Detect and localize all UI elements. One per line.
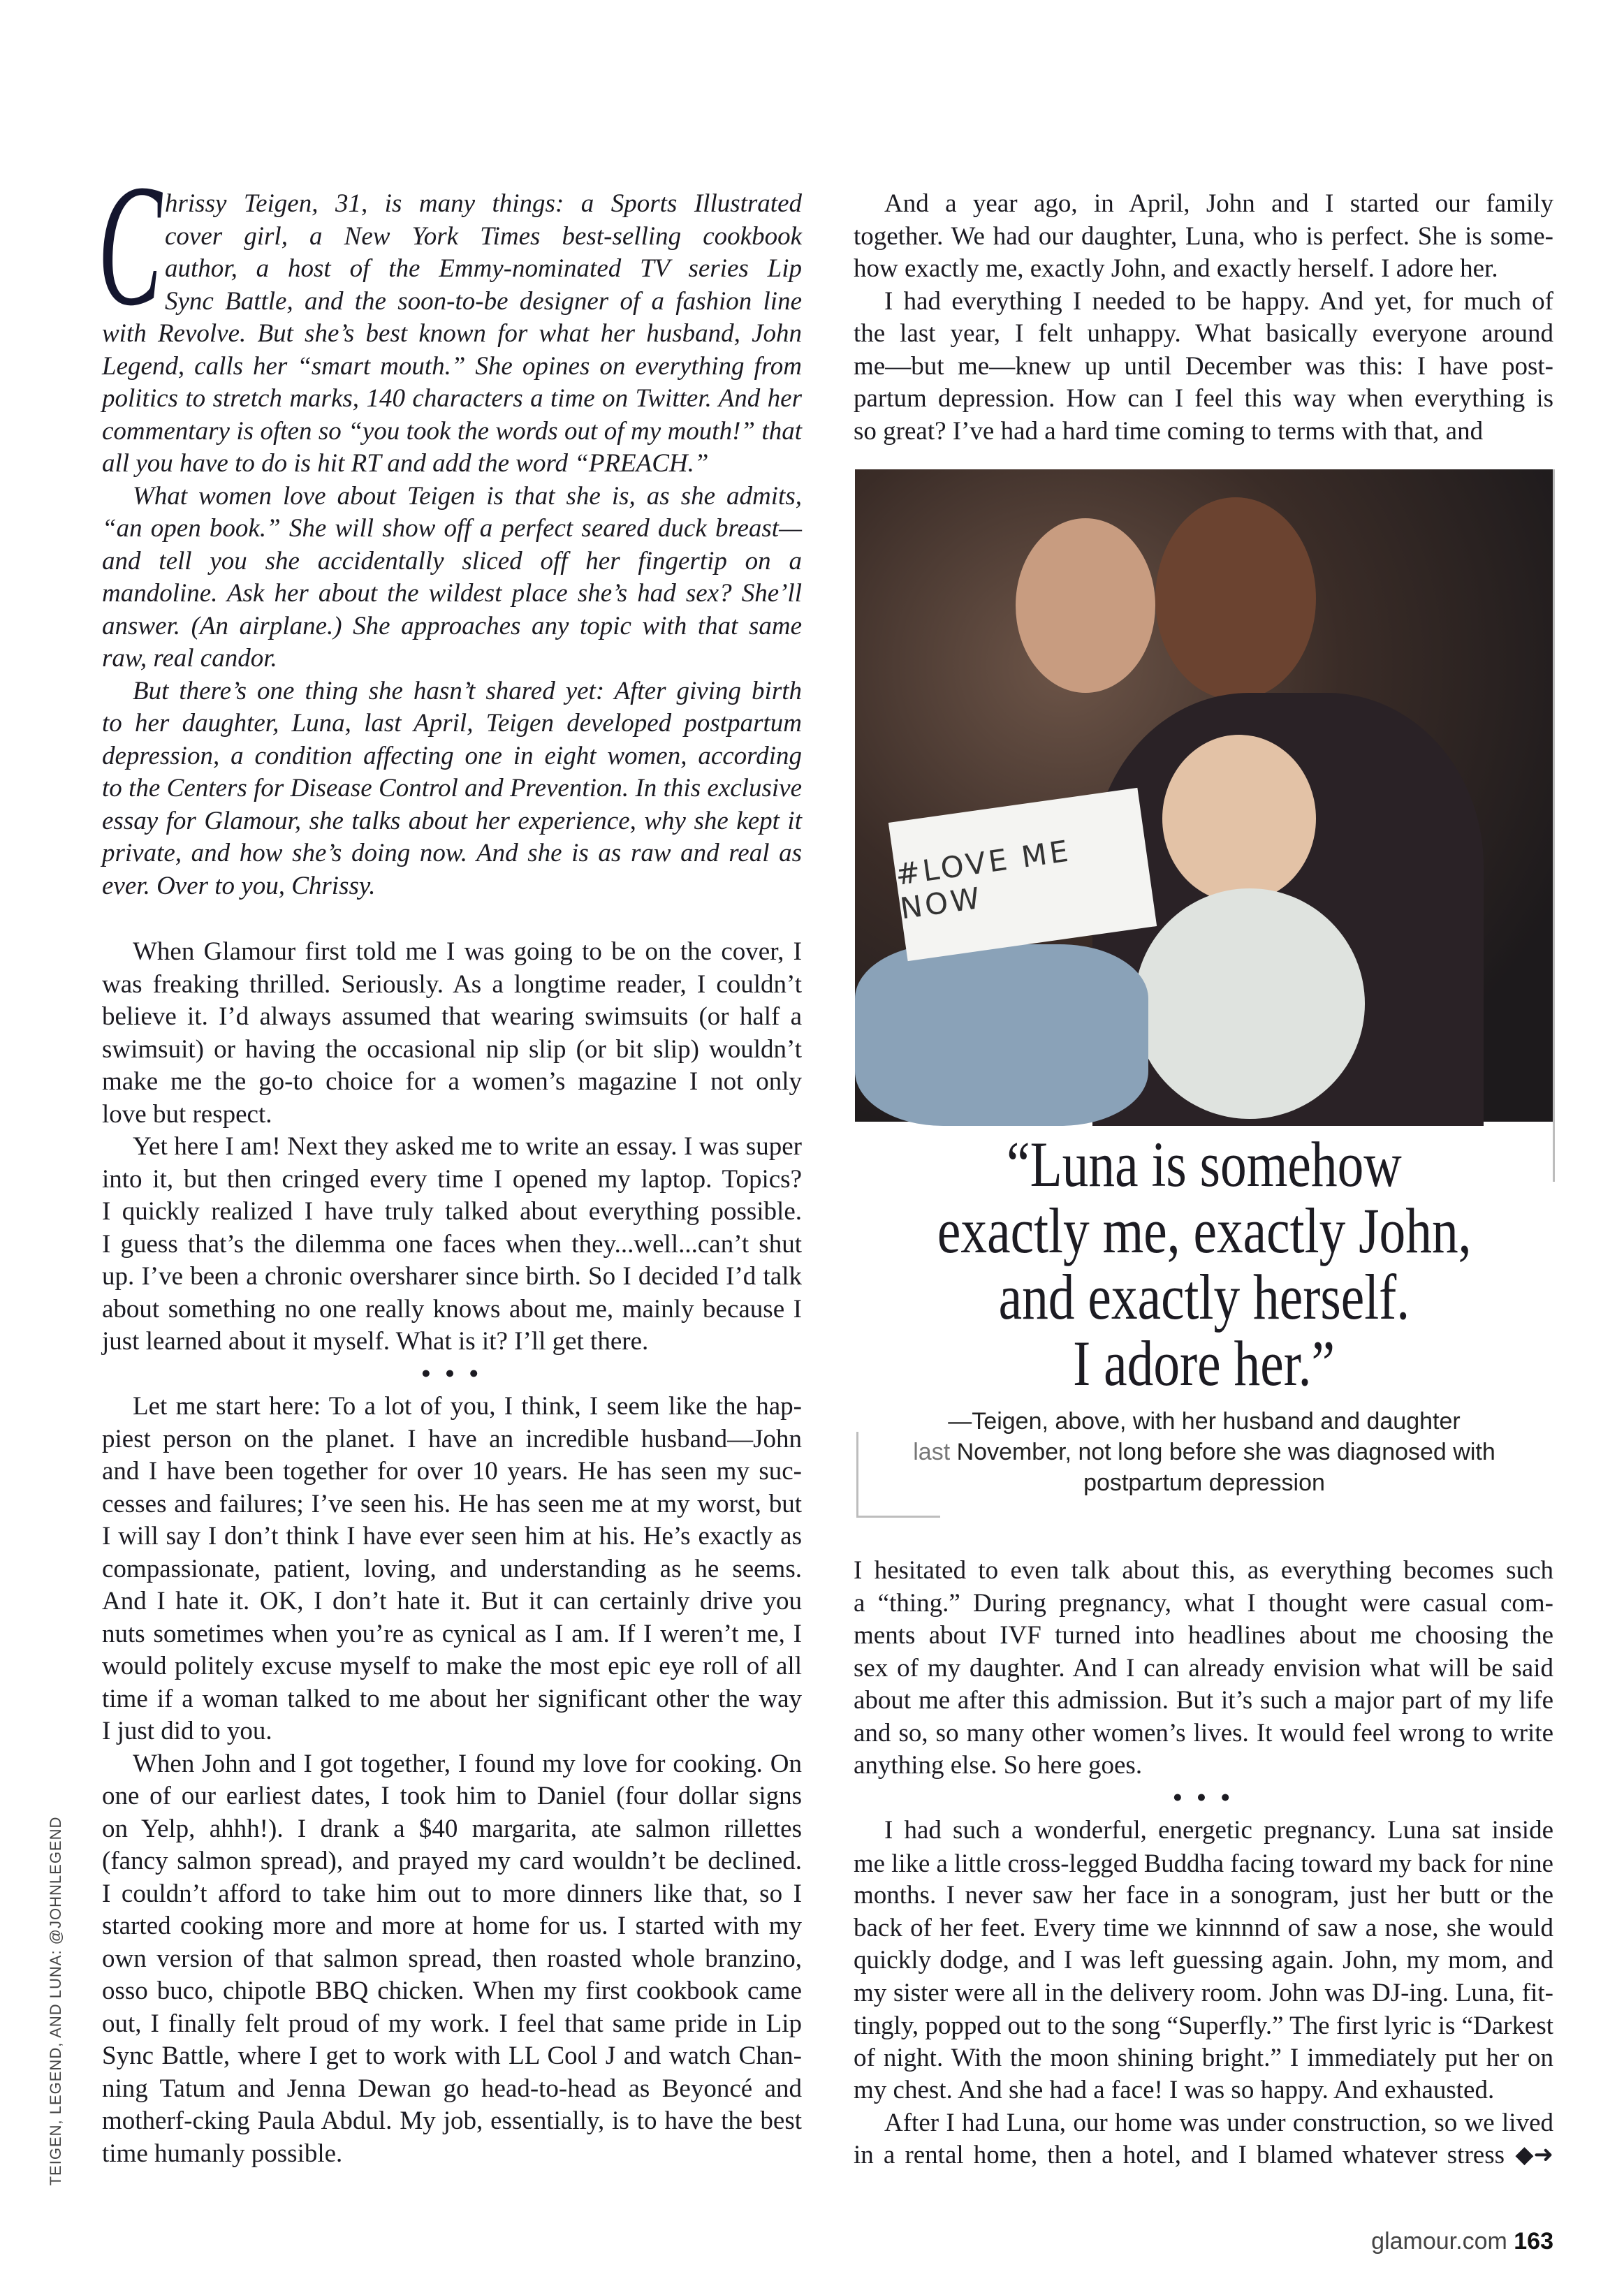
text-line: Yet here I am! Next they asked me to write an essay. I was super bbox=[133, 1132, 802, 1161]
text-line: raw, real candor. bbox=[102, 644, 277, 673]
text-line: how exactly me, exactly John, and exactly herself. I adore her. bbox=[854, 254, 1498, 283]
text-line: And I hate it. OK, I don’t hate it. But it can certainly drive you bbox=[102, 1587, 802, 1615]
text-line: so great? I’ve had a hard time coming to terms with that, and bbox=[854, 416, 1484, 446]
text-line: back of her feet. Every time we kinnnnd of saw a nose, she would bbox=[854, 1913, 1553, 1942]
text-line: ever. Over to you, Chrissy. bbox=[102, 871, 376, 900]
text-line: private, and how she’s doing now. And she is as raw and real as bbox=[102, 839, 802, 867]
text-line: nuts sometimes when you’re as cynical as I am. If I weren’t me, I bbox=[102, 1619, 802, 1648]
text-line: commentary is often so “you took the words out of my mouth!” that bbox=[102, 416, 802, 446]
pull-quote-line: I adore her.” bbox=[1073, 1328, 1336, 1399]
text-line: After I had Luna, our home was under construction, so we lived bbox=[884, 2108, 1553, 2137]
text-line: sex of my daughter. And I can already envision what will be said bbox=[854, 1653, 1553, 1683]
text-line: own version of that salmon spread, then roasted whole branzino, bbox=[102, 1944, 802, 1973]
photo-frame-line bbox=[1553, 469, 1555, 1182]
text-line: And a year ago, in April, John and I started our family bbox=[884, 189, 1553, 218]
text-line: osso buco, chipotle BBQ chicken. When my first cookbook came bbox=[102, 1977, 802, 2005]
text-line: I hesitated to even talk about this, as everything becomes such bbox=[854, 1556, 1553, 1585]
text-line: depression, a condition affecting one in eight women, according bbox=[102, 741, 802, 770]
text-line: I couldn’t afford to take him out to more dinners like that, so I bbox=[102, 1879, 802, 1908]
text-line: would politely excuse myself to make the most epic eye roll of all bbox=[102, 1652, 802, 1680]
text-line: just learned about it myself. What is it? I’ll get there. bbox=[102, 1327, 649, 1356]
text-line: one of our earliest dates, I took him to Daniel (four dollar signs bbox=[102, 1782, 802, 1810]
text-line: cover girl, a New York Times best-selling cookbook bbox=[165, 221, 802, 251]
text-line: up. I’ve been a chronic oversharer since birth. So I decided I’d talk bbox=[102, 1262, 802, 1291]
text-line: piest person on the planet. I have an incredible husband—John bbox=[102, 1424, 802, 1453]
text-line: But there’s one thing she hasn’t shared yet: After giving birth bbox=[133, 676, 802, 705]
text-line: about me after this admission. But it’s such a major part of my life bbox=[854, 1686, 1553, 1715]
text-line: together. We had our daughter, Luna, who is perfect. She is some- bbox=[854, 221, 1553, 251]
text-line: out, I finally felt proud of my work. I feel that same pride in Lip bbox=[102, 2009, 802, 2038]
text-line: author, a host of the Emmy-nominated TV series Lip bbox=[165, 254, 802, 283]
site-name: glamour.com bbox=[1371, 2228, 1507, 2255]
text-line: with Revolve. But she’s best known for what her husband, John bbox=[102, 319, 802, 348]
text-line: What women love about Teigen is that she is, as she admits, bbox=[133, 481, 802, 511]
text-line: love but respect. bbox=[102, 1099, 272, 1129]
pull-quote-line: exactly me, exactly John, bbox=[937, 1195, 1472, 1266]
text-line: cesses and failures; I’ve seen his. He has seen me at my worst, but bbox=[102, 1489, 802, 1518]
section-break: • • • bbox=[421, 1359, 483, 1388]
text-line: Sync Battle, where I get to work with LL Cool J and watch Chan- bbox=[102, 2042, 802, 2070]
family-photo bbox=[855, 469, 1553, 1122]
text-line: mandoline. Ask her about the wildest place she’s had sex? She’ll bbox=[102, 579, 802, 608]
text-line: I had such a wonderful, energetic pregnancy. Luna sat inside bbox=[884, 1816, 1553, 1845]
caption-line: —Teigen, above, with her husband and daughter bbox=[948, 1408, 1461, 1435]
page-number: 163 bbox=[1514, 2228, 1553, 2255]
text-line: a “thing.” During pregnancy, what I thought were casual com- bbox=[854, 1588, 1553, 1618]
text-line: When Glamour first told me I was going to be on the cover, I bbox=[133, 937, 802, 966]
text-line: politics to stretch marks, 140 characters a time on Twitter. And her bbox=[102, 384, 802, 413]
text-line: all you have to do is hit RT and add the word “PREACH.” bbox=[102, 449, 709, 478]
text-line: into it, but then cringed every time I opened my laptop. Topics? bbox=[102, 1164, 802, 1194]
text-line: time if a woman talked to me about her significant other the way bbox=[102, 1684, 802, 1713]
text-line: I just did to you. bbox=[102, 1717, 272, 1745]
text-line: ning Tatum and Jenna Dewan go head-to-head as Beyoncé and bbox=[102, 2074, 802, 2103]
text-line: my sister were all in the delivery room. John was DJ-ing. Luna, fit- bbox=[854, 1978, 1553, 2007]
text-line: the last year, I felt unhappy. What basically everyone around bbox=[854, 319, 1553, 348]
text-line: to her daughter, Luna, last April, Teigen developed postpartum bbox=[102, 709, 802, 738]
text-line: my chest. And she had a face! I was so happy. And exhausted. bbox=[854, 2076, 1495, 2104]
text-line: about something no one really knows about me, mainly because I bbox=[102, 1294, 802, 1324]
text-line: I will say I don’t think I have ever seen him at his. He’s exactly as bbox=[102, 1522, 802, 1551]
text-line: time humanly possible. bbox=[102, 2139, 343, 2168]
text-line: “an open book.” She will show off a perfect seared duck breast— bbox=[102, 514, 802, 543]
section-break: • • • bbox=[1173, 1783, 1234, 1812]
caption-bracket bbox=[856, 1516, 940, 1518]
text-line: I had everything I needed to be happy. And yet, for much of bbox=[884, 286, 1553, 316]
pull-quote bbox=[855, 1131, 1553, 1397]
text-line: believe it. I’d always assumed that wearing swimsuits (or half a bbox=[102, 1002, 802, 1031]
text-line: started cooking more and more at home for us. I started with my bbox=[102, 1912, 802, 1940]
love-me-now-sign: #LOVE ME NOW bbox=[888, 788, 1157, 961]
right-column-bottom bbox=[854, 1555, 1553, 2172]
text-line: make me the go-to choice for a women’s magazine I not only bbox=[102, 1067, 802, 1096]
text-line: compassionate, patient, loving, and understanding as he seems. bbox=[102, 1554, 802, 1583]
text-line: partum depression. How can I feel this way when everything is bbox=[854, 384, 1553, 413]
text-line: was freaking thrilled. Seriously. As a longtime reader, I couldn’t bbox=[102, 969, 802, 999]
text-line: anything else. So here goes. bbox=[854, 1751, 1143, 1780]
left-column-body bbox=[102, 936, 802, 2170]
page-footer bbox=[1371, 2228, 1553, 2255]
text-line: swimsuit) or having the occasional nip slip (or bit slip) wouldn’t bbox=[102, 1034, 802, 1064]
pull-quote-line: and exactly herself. bbox=[998, 1261, 1410, 1333]
text-line: me like a little cross-legged Buddha facing toward my back for nine bbox=[854, 1848, 1553, 1877]
right-column-top bbox=[854, 188, 1553, 448]
text-line: Sync Battle, and the soon-to-be designer of a fashion line bbox=[165, 286, 802, 316]
text-line: (fancy salmon spread), and prayed my card wouldn’t be declined. bbox=[102, 1847, 802, 1875]
text-line: in a rental home, then a hotel, and I blamed whatever stress ◆➜ bbox=[854, 2139, 1553, 2172]
text-line: me—but me—knew up until December was this: I have post- bbox=[854, 351, 1553, 381]
arrow-right-icon: ◆➜ bbox=[1515, 2142, 1553, 2168]
text-line: tingly, popped out to the song “Superfly.” The first lyric is “Darkest bbox=[854, 2011, 1553, 2039]
photo-caption bbox=[855, 1406, 1553, 1498]
drop-cap: C bbox=[98, 149, 162, 342]
text-line: Let me start here: To a lot of you, I think, I seem like the hap- bbox=[133, 1392, 802, 1421]
text-line: essay for Glamour, she talks about her experience, why she kept it bbox=[102, 806, 802, 835]
pull-quote-line: “Luna is somehow bbox=[1007, 1129, 1402, 1200]
text-line: answer. (An airplane.) She approaches any topic with that same bbox=[102, 611, 802, 640]
text-line: I guess that’s the dilemma one faces when they...well...can’t shut bbox=[102, 1229, 802, 1259]
text-line: and I have been together for over 10 years. He has seen my suc- bbox=[102, 1457, 802, 1486]
text-line: quickly dodge, and I was left guessing again. John, my mom, and bbox=[854, 1946, 1553, 1974]
text-line: motherf-cking Paula Abdul. My job, essentially, is to have the best bbox=[102, 2106, 802, 2135]
text-line: to the Centers for Disease Control and Prevention. In this exclusive bbox=[102, 774, 802, 803]
text-line: I quickly realized I have truly talked about everything possible. bbox=[102, 1197, 802, 1226]
text-line: of night. With the moon shining bright.” I immediately put her on bbox=[854, 2043, 1553, 2072]
text-line: Legend, calls her “smart mouth.” She opines on everything from bbox=[102, 351, 802, 381]
caption-line: last November, not long before she was diagnosed with bbox=[913, 1439, 1495, 1465]
text-line: When John and I got together, I found my love for cooking. On bbox=[133, 1749, 802, 1778]
intro-deck bbox=[102, 188, 802, 902]
caption-line: postpartum depression bbox=[1083, 1470, 1325, 1496]
text-line: on Yelp, ahhh!). I drank a $40 margarita, ate salmon rillettes bbox=[102, 1814, 802, 1843]
text-line: and tell you she accidentally sliced off her fingertip on a bbox=[102, 546, 802, 576]
text-line: months. I never saw her face in a sonogram, just her butt or the bbox=[854, 1881, 1553, 1910]
caption-bracket bbox=[856, 1432, 858, 1518]
text-line: ments about IVF turned into headlines about me choosing the bbox=[854, 1621, 1553, 1650]
text-line: hrissy Teigen, 31, is many things: a Sports Illustrated bbox=[165, 189, 802, 218]
text-line: and so, so many other women’s lives. It would feel wrong to write bbox=[854, 1718, 1553, 1747]
photo-credit: TEIGEN, LEGEND, AND LUNA: @JOHNLEGEND bbox=[47, 1816, 64, 2186]
